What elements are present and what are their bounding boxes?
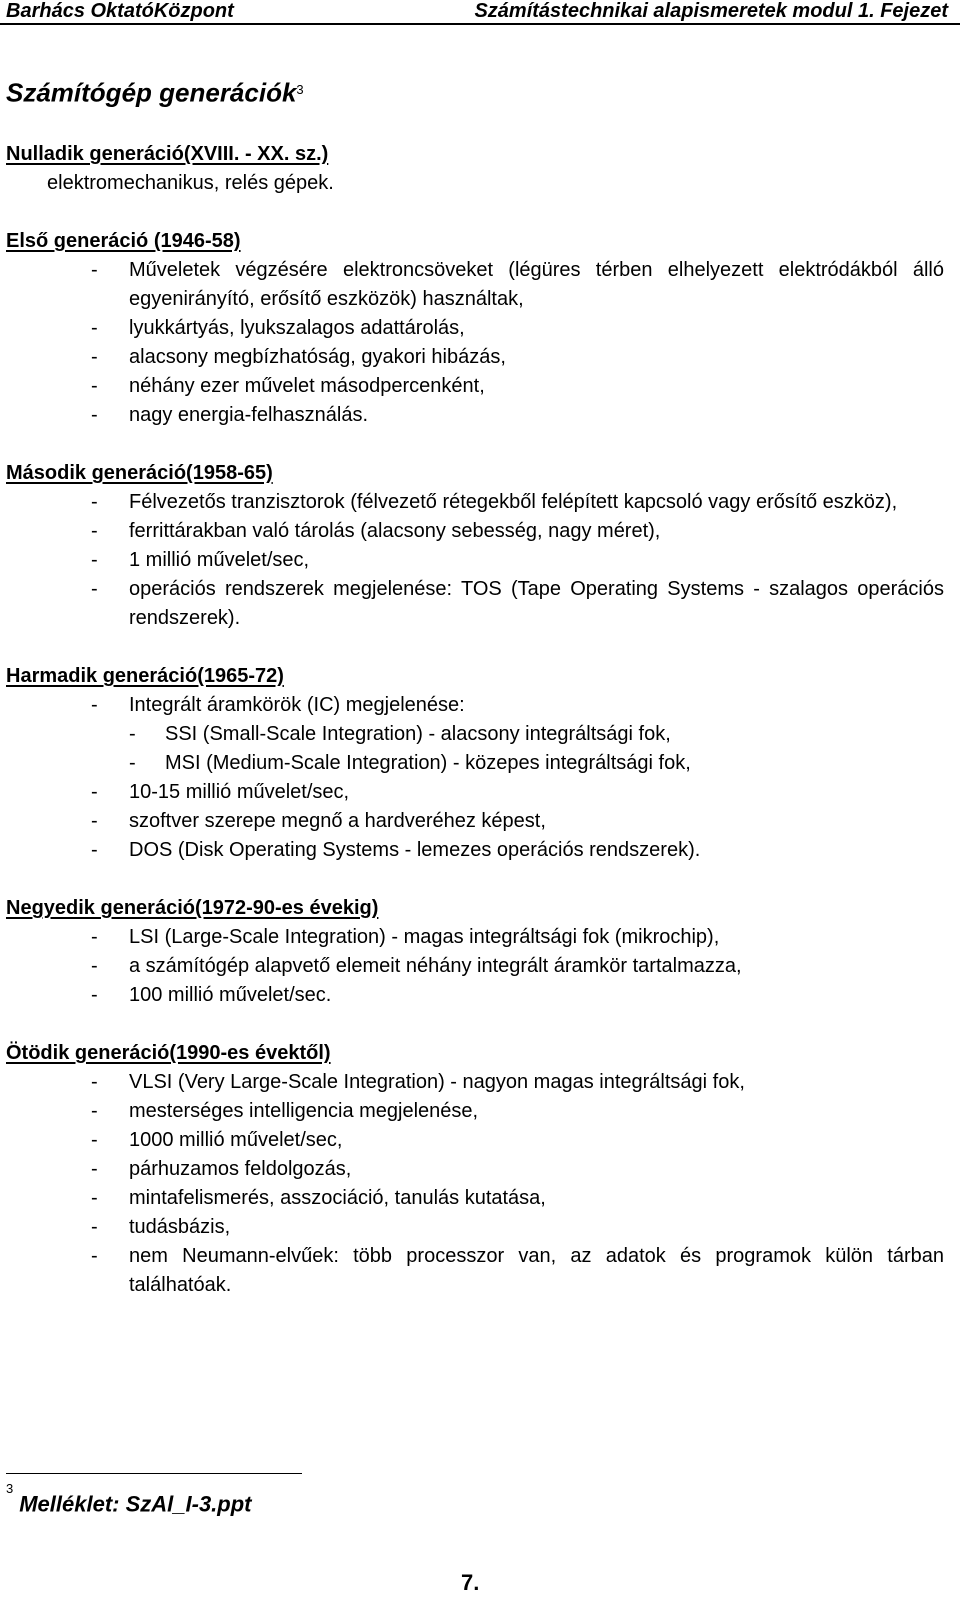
section-third-generation bbox=[6, 662, 944, 865]
list-marker: - bbox=[91, 578, 98, 600]
list-marker: - bbox=[91, 375, 98, 397]
footnote-separator bbox=[6, 1473, 302, 1474]
section-heading: Második generáció(1958-65) bbox=[6, 462, 273, 484]
list-item bbox=[6, 256, 944, 314]
page-number: 7. bbox=[461, 1570, 480, 1595]
page-title bbox=[6, 72, 304, 109]
list-marker: - bbox=[91, 1100, 98, 1122]
list-marker: - bbox=[91, 810, 98, 832]
list-marker: - bbox=[91, 926, 98, 948]
list-item-text: 1000 millió művelet/sec, bbox=[129, 1129, 343, 1151]
bullet-list bbox=[6, 488, 944, 633]
list-item bbox=[6, 1242, 944, 1300]
list-item-text: Integrált áramkörök (IC) megjelenése: bbox=[129, 694, 465, 716]
list-item bbox=[6, 807, 944, 836]
list-item bbox=[6, 575, 944, 633]
list-item bbox=[6, 546, 944, 575]
list-marker: - bbox=[91, 1071, 98, 1093]
bullet-list bbox=[6, 256, 944, 430]
sub-list-item-text: MSI (Medium-Scale Integration) - közepes integráltsági fok, bbox=[165, 752, 691, 774]
list-item bbox=[6, 488, 944, 517]
list-item-text: nem Neumann-elvűek: több processzor van, az adatok és programok külön tárban találhatóak. bbox=[129, 1245, 944, 1296]
section-heading: Nulladik generáció(XVIII. - XX. sz.) bbox=[6, 143, 329, 165]
list-marker: - bbox=[129, 752, 136, 774]
header-right: Számítástechnikai alapismeretek modul 1. Fejezet bbox=[474, 0, 948, 22]
bullet-list bbox=[6, 923, 944, 1010]
list-item-text: néhány ezer művelet másodpercenként, bbox=[129, 375, 485, 397]
list-marker: - bbox=[91, 317, 98, 339]
list-item bbox=[6, 1155, 944, 1184]
list-item bbox=[6, 343, 944, 372]
section-heading: Negyedik generáció(1972-90-es évekig) bbox=[6, 897, 379, 919]
list-item bbox=[6, 1068, 944, 1097]
sub-bullet-list bbox=[129, 720, 944, 778]
sub-list-item bbox=[129, 720, 944, 749]
list-marker: - bbox=[91, 1245, 98, 1267]
list-item-text: ferrittárakban való tárolás (alacsony sebesség, nagy méret), bbox=[129, 520, 661, 542]
list-item-text: 1 millió művelet/sec, bbox=[129, 549, 310, 571]
list-marker: - bbox=[91, 1129, 98, 1151]
list-item-text: operációs rendszerek megjelenése: TOS (Tape Operating Systems - szalagos operációs rendszerek). bbox=[129, 578, 944, 629]
list-item bbox=[6, 1097, 944, 1126]
section-first-generation bbox=[6, 227, 944, 430]
list-item-text: párhuzamos feldolgozás, bbox=[129, 1158, 352, 1180]
main-content bbox=[6, 140, 944, 1329]
list-item bbox=[6, 517, 944, 546]
list-marker: - bbox=[91, 984, 98, 1006]
list-item bbox=[6, 691, 944, 778]
list-marker: - bbox=[91, 839, 98, 861]
list-item-text: mintafelismerés, asszociáció, tanulás kutatása, bbox=[129, 1187, 546, 1209]
list-item bbox=[6, 1126, 944, 1155]
list-item bbox=[6, 1213, 944, 1242]
footnote-reference: 3 bbox=[296, 82, 304, 97]
list-item-text: szoftver szerepe megnő a hardveréhez képest, bbox=[129, 810, 546, 832]
list-item bbox=[6, 778, 944, 807]
list-item-text: lyukkártyás, lyukszalagos adattárolás, bbox=[129, 317, 465, 339]
list-marker: - bbox=[129, 723, 136, 745]
list-item bbox=[6, 836, 944, 865]
list-item-text: nagy energia-felhasználás. bbox=[129, 404, 369, 426]
sub-list-item bbox=[129, 749, 944, 778]
section-fifth-generation bbox=[6, 1039, 944, 1300]
list-item-text: tudásbázis, bbox=[129, 1216, 231, 1238]
list-marker: - bbox=[91, 259, 98, 281]
list-item bbox=[6, 372, 944, 401]
list-marker: - bbox=[91, 955, 98, 977]
list-item bbox=[6, 981, 944, 1010]
list-marker: - bbox=[91, 346, 98, 368]
list-marker: - bbox=[91, 491, 98, 513]
list-marker: - bbox=[91, 549, 98, 571]
section-second-generation bbox=[6, 459, 944, 633]
list-item-text: 10-15 millió művelet/sec, bbox=[129, 781, 350, 803]
section-heading: Ötödik generáció(1990-es évektől) bbox=[6, 1042, 331, 1064]
list-item-text: a számítógép alapvető elemeit néhány integrált áramkör tartalmazza, bbox=[129, 955, 742, 977]
section-fourth-generation bbox=[6, 894, 944, 1010]
header-left: Barhács OktatóKözpont bbox=[6, 0, 234, 22]
list-item-text: 100 millió művelet/sec. bbox=[129, 984, 332, 1006]
list-item bbox=[6, 1184, 944, 1213]
list-marker: - bbox=[91, 1158, 98, 1180]
list-marker: - bbox=[91, 694, 98, 716]
list-item-text: mesterséges intelligencia megjelenése, bbox=[129, 1100, 479, 1122]
list-item bbox=[6, 314, 944, 343]
section-line: elektromechanikus, relés gépek. bbox=[47, 172, 334, 194]
list-item-text: Félvezetős tranzisztorok (félvezető rétegekből felépített kapcsoló vagy erősítő eszköz), bbox=[129, 491, 898, 513]
footnote bbox=[6, 1481, 252, 1519]
footnote-number: 3 bbox=[6, 1481, 14, 1496]
list-marker: - bbox=[91, 404, 98, 426]
list-item-text: alacsony megbízhatóság, gyakori hibázás, bbox=[129, 346, 506, 368]
bullet-list bbox=[6, 1068, 944, 1300]
list-marker: - bbox=[91, 781, 98, 803]
list-item-text: DOS (Disk Operating Systems - lemezes operációs rendszerek). bbox=[129, 839, 701, 861]
section-heading: Első generáció (1946-58) bbox=[6, 230, 241, 252]
section-zeroth-generation bbox=[6, 140, 944, 198]
sub-list-item-text: SSI (Small-Scale Integration) - alacsony integráltsági fok, bbox=[165, 723, 671, 745]
list-item-text: LSI (Large-Scale Integration) - magas integráltsági fok (mikrochip), bbox=[129, 926, 720, 948]
section-heading: Harmadik generáció(1965-72) bbox=[6, 665, 284, 687]
list-item bbox=[6, 952, 944, 981]
footnote-text: Melléklet: SzAl_I-3.ppt bbox=[19, 1491, 252, 1517]
list-item-text: VLSI (Very Large-Scale Integration) - nagyon magas integráltsági fok, bbox=[129, 1071, 745, 1093]
list-item bbox=[6, 401, 944, 430]
list-marker: - bbox=[91, 1187, 98, 1209]
list-item bbox=[6, 923, 944, 952]
page-header bbox=[0, 0, 960, 25]
list-item-text: Műveletek végzésére elektroncsöveket (légüres térben elhelyezett elektródákból álló egyenirányító, erősítő eszközök) használtak, bbox=[129, 259, 944, 310]
page-title-text: Számítógép generációk bbox=[6, 77, 297, 108]
list-marker: - bbox=[91, 520, 98, 542]
bullet-list bbox=[6, 691, 944, 865]
list-marker: - bbox=[91, 1216, 98, 1238]
